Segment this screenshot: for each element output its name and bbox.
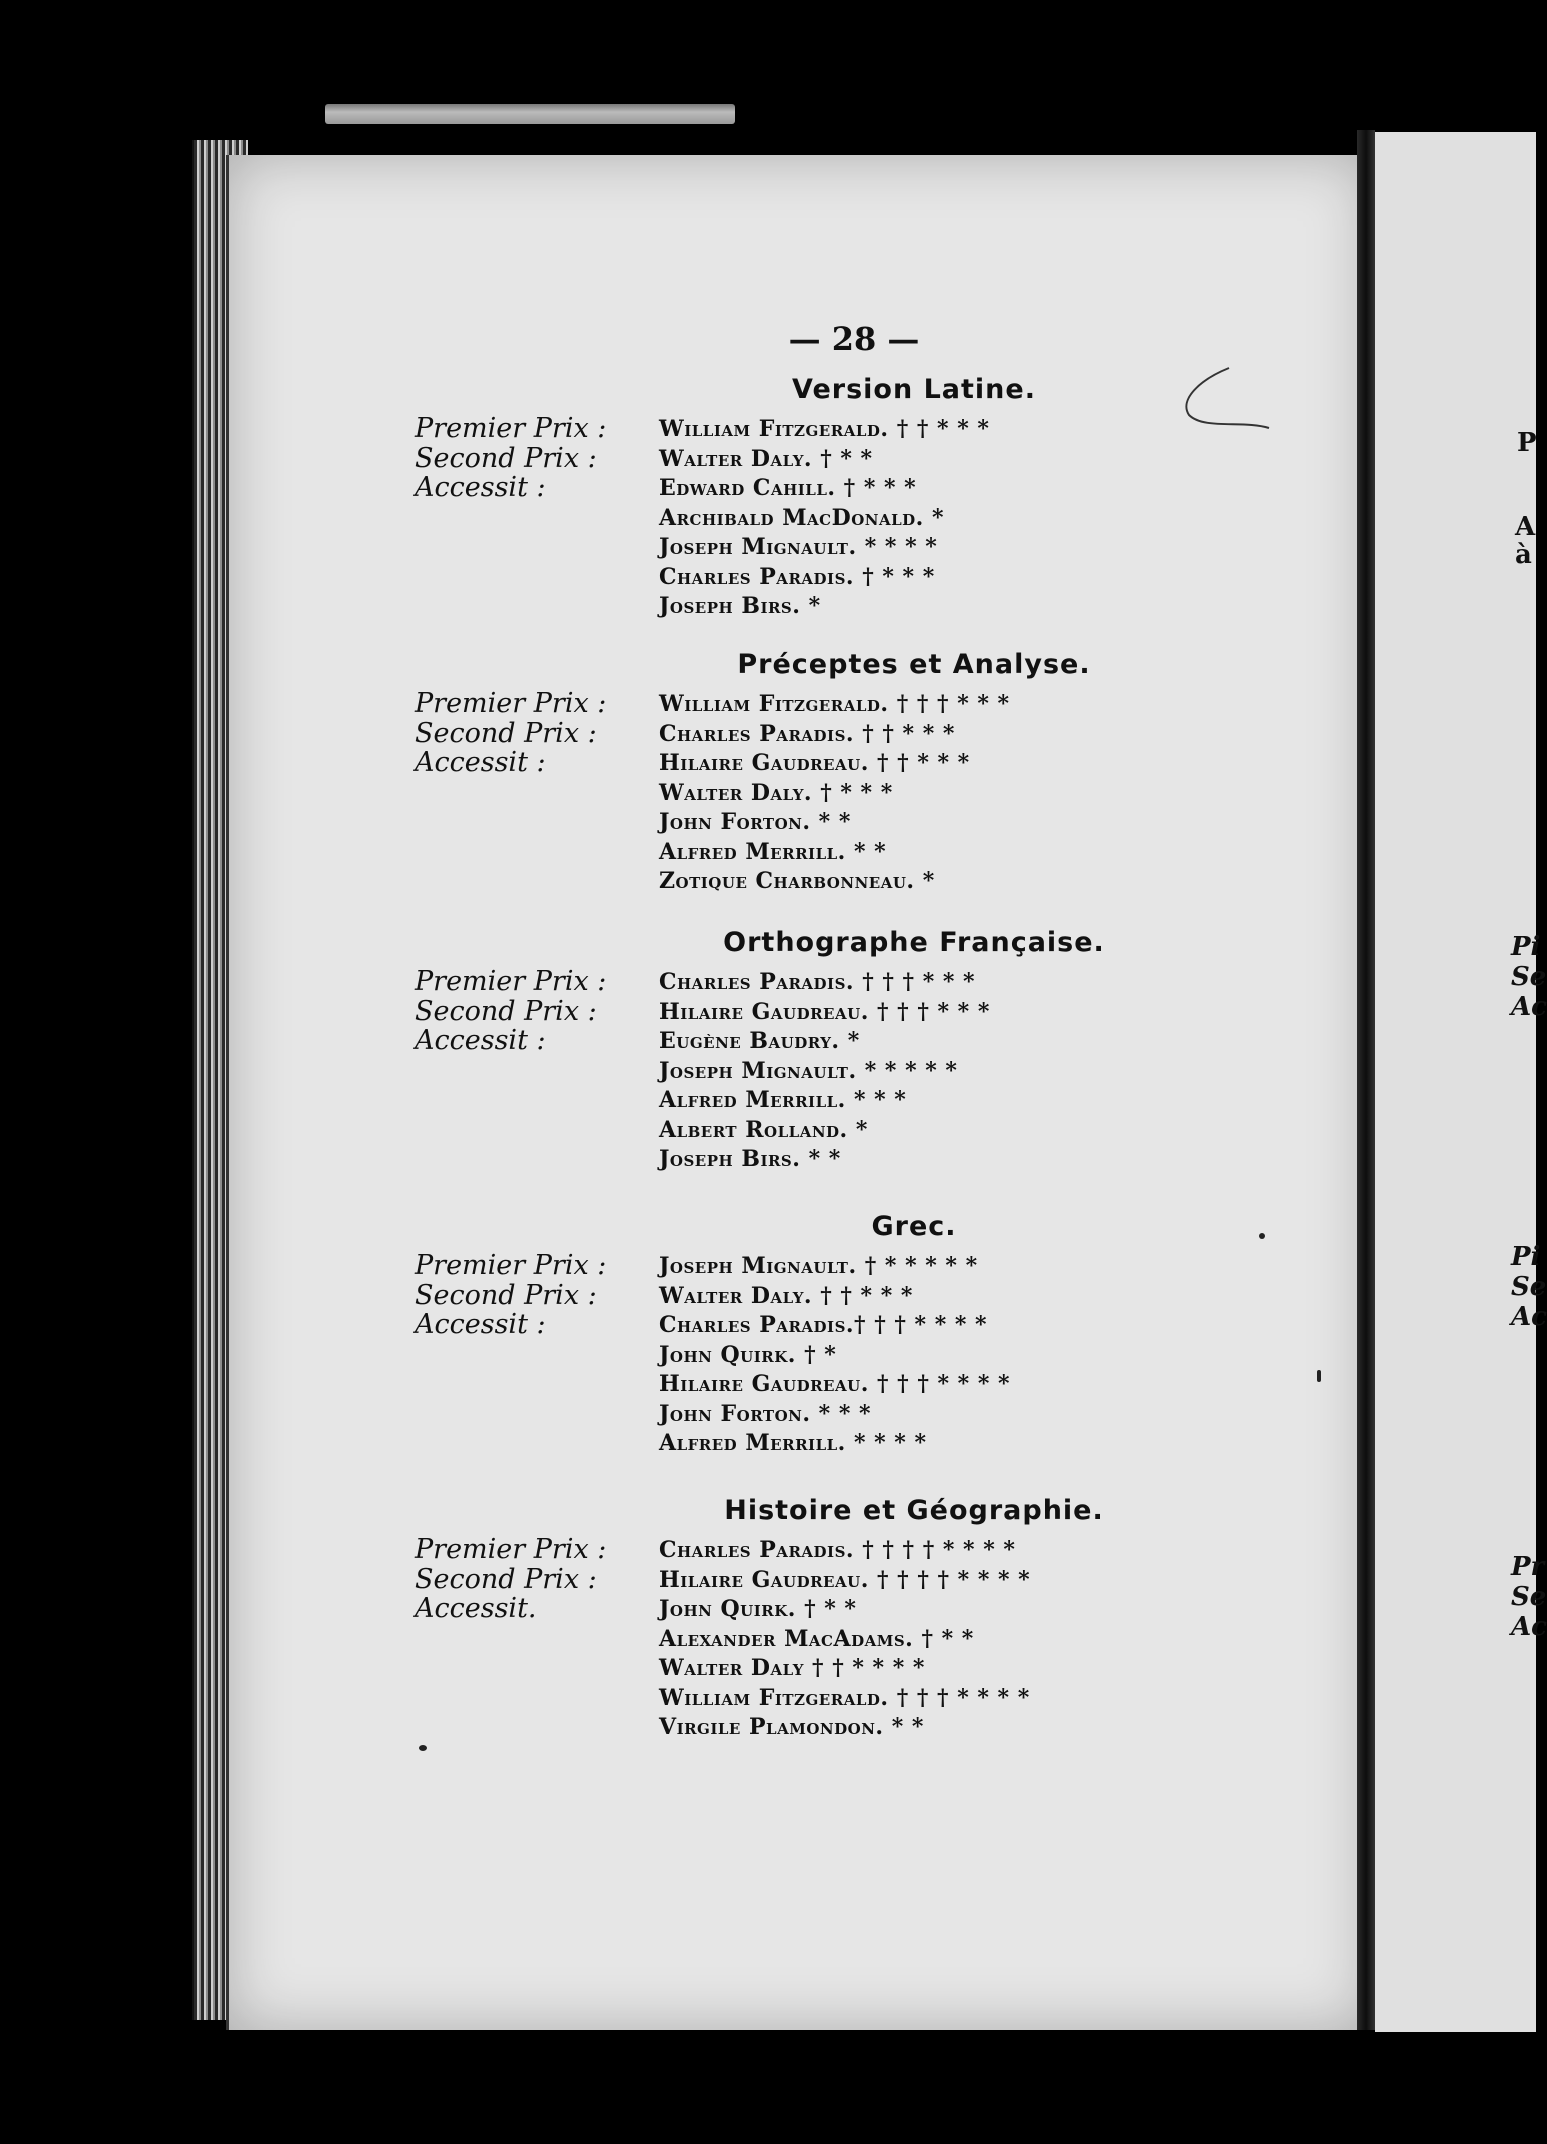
prize-label: Accessit : xyxy=(415,1309,546,1340)
list-item xyxy=(229,807,1369,837)
winner-name: Archibald MacDonald. * xyxy=(659,504,944,531)
prize-label: Accessit : xyxy=(415,1025,546,1056)
list-item xyxy=(229,1428,1369,1458)
list-item xyxy=(229,562,1369,592)
prize-label: Second Prix : xyxy=(415,442,597,474)
winner-name: Eugène Baudry. * xyxy=(659,1028,860,1054)
prize-label: Second Prix : xyxy=(415,995,597,1027)
winner-name: Charles Paradis. † † * * * xyxy=(659,720,955,747)
winner-name: William Fitzgerald. † † † * * * xyxy=(659,691,1010,717)
prize-label: Accessit. xyxy=(415,1593,537,1624)
winner-name: Joseph Mignault. † * * * * * xyxy=(659,1253,978,1279)
list-item xyxy=(229,1594,1369,1624)
list-item xyxy=(229,503,1369,533)
fragment-text: A xyxy=(1515,512,1536,542)
winner-name: Joseph Birs. * xyxy=(659,593,821,619)
list-item xyxy=(229,1369,1369,1399)
list-item xyxy=(229,837,1369,867)
section-title: Orthographe Française. xyxy=(723,927,1105,958)
fragment-text: Pi xyxy=(1511,932,1541,962)
list-item xyxy=(229,748,1369,778)
list-item xyxy=(229,1535,1369,1565)
section-title: Version Latine. xyxy=(792,374,1036,405)
winner-name: Walter Daly. † * * xyxy=(659,445,873,472)
prize-label: Premier Prix : xyxy=(415,688,607,719)
winner-name: Alexander MacAdams. † * * xyxy=(659,1625,974,1652)
section-title: Histoire et Géographie. xyxy=(724,1495,1104,1526)
winner-name: Joseph Mignault. * * * * * xyxy=(659,1057,958,1084)
winner-name: Hilaire Gaudreau. † † † † * * * * xyxy=(659,1566,1031,1593)
list-item xyxy=(229,866,1369,896)
list-item xyxy=(229,1251,1369,1281)
list-item xyxy=(229,1683,1369,1713)
list-item xyxy=(229,997,1369,1027)
fragment-text: Pi xyxy=(1511,1242,1541,1272)
winner-name: Joseph Mignault. * * * * xyxy=(659,534,938,560)
list-item xyxy=(229,719,1369,749)
list-item xyxy=(229,532,1369,562)
winner-name: Hilaire Gaudreau. † † † * * * xyxy=(659,998,990,1025)
winner-name: Hilaire Gaudreau. † † * * * xyxy=(659,750,970,776)
winner-name: Albert Rolland. * xyxy=(659,1116,868,1143)
list-item xyxy=(229,1624,1369,1654)
winner-name: Alfred Merrill. * * * xyxy=(659,1087,907,1113)
list-item xyxy=(229,967,1369,997)
prize-label: Premier Prix : xyxy=(415,1534,607,1565)
winner-name: Alfred Merrill. * * * * xyxy=(659,1430,927,1456)
winner-name: Hilaire Gaudreau. † † † * * * * xyxy=(659,1371,1011,1397)
list-item xyxy=(229,1310,1369,1340)
list-item xyxy=(229,1399,1369,1429)
winner-name: John Forton. * * * xyxy=(659,1400,871,1427)
fragment-text: Ac xyxy=(1511,1302,1547,1332)
document-page xyxy=(226,155,1369,2030)
list-item xyxy=(229,689,1369,719)
book-spine xyxy=(1357,130,1375,2030)
list-item xyxy=(229,444,1369,474)
ink-speck xyxy=(1259,1233,1265,1239)
list-item xyxy=(229,1115,1369,1145)
winner-name: John Quirk. † * xyxy=(659,1341,837,1368)
page-number: — 28 — xyxy=(788,320,920,358)
winner-name: William Fitzgerald. † † † * * * * xyxy=(659,1684,1030,1711)
fragment-text: Pr xyxy=(1511,1552,1545,1582)
winner-name: Virgile Plamondon. * * xyxy=(659,1714,924,1740)
list-item xyxy=(229,1281,1369,1311)
section-orthographe-francaise xyxy=(229,923,1369,1174)
list-item xyxy=(229,1085,1369,1115)
fragment-text: Ac xyxy=(1511,1612,1547,1642)
prize-label: Second Prix : xyxy=(415,1563,597,1595)
section-preceptes-et-analyse xyxy=(229,645,1369,896)
list-item xyxy=(229,1653,1369,1683)
winner-name: Joseph Birs. * * xyxy=(659,1146,841,1172)
winner-name: John Quirk. † * * xyxy=(659,1596,857,1622)
winner-name: Alfred Merrill. * * xyxy=(659,838,887,865)
list-item xyxy=(229,1056,1369,1086)
fragment-text: Se xyxy=(1511,1272,1547,1302)
pencil-mark xyxy=(1169,360,1279,440)
winner-name: William Fitzgerald. † † * * * xyxy=(659,416,990,442)
winner-name: Charles Paradis.† † † * * * * xyxy=(659,1312,988,1338)
fragment-text: P xyxy=(1517,428,1537,458)
list-item xyxy=(229,1340,1369,1370)
prize-label: Accessit : xyxy=(415,472,546,503)
section-histoire-et-geographie xyxy=(229,1491,1369,1742)
fragment-text: Ac xyxy=(1511,992,1547,1022)
fragment-text: à xyxy=(1515,540,1532,570)
winner-name: John Forton. * * xyxy=(659,809,851,835)
facing-page-edge xyxy=(1375,132,1547,2032)
list-item xyxy=(229,473,1369,503)
winner-name: Charles Paradis. † † † * * * xyxy=(659,969,976,995)
ink-speck xyxy=(419,1745,427,1751)
winner-name: Walter Daly † † * * * * xyxy=(659,1655,925,1681)
list-item xyxy=(229,1026,1369,1056)
prize-label: Premier Prix : xyxy=(415,1250,607,1281)
winner-name: Walter Daly. † † * * * xyxy=(659,1282,913,1309)
fragment-text: Se xyxy=(1511,1582,1547,1612)
list-item xyxy=(229,1144,1369,1174)
paper-strip xyxy=(325,104,735,124)
list-item xyxy=(229,591,1369,621)
list-item xyxy=(229,1565,1369,1595)
section-grec xyxy=(229,1207,1369,1458)
list-item xyxy=(229,778,1369,808)
ink-speck xyxy=(1317,1370,1321,1382)
section-title: Préceptes et Analyse. xyxy=(737,649,1091,680)
prize-label: Second Prix : xyxy=(415,717,597,749)
winner-name: Edward Cahill. † * * * xyxy=(659,475,917,501)
winner-name: Walter Daly. † * * * xyxy=(659,779,893,806)
prize-label: Premier Prix : xyxy=(415,413,607,444)
winner-name: Zotique Charbonneau. * xyxy=(659,868,935,894)
prize-label: Premier Prix : xyxy=(415,966,607,997)
prize-label: Second Prix : xyxy=(415,1279,597,1311)
section-title: Grec. xyxy=(871,1211,957,1242)
winner-name: Charles Paradis. † * * * xyxy=(659,563,935,590)
prize-label: Accessit : xyxy=(415,747,546,778)
fragment-text: Se xyxy=(1511,962,1547,992)
winner-name: Charles Paradis. † † † † * * * * xyxy=(659,1537,1016,1563)
list-item xyxy=(229,1712,1369,1742)
